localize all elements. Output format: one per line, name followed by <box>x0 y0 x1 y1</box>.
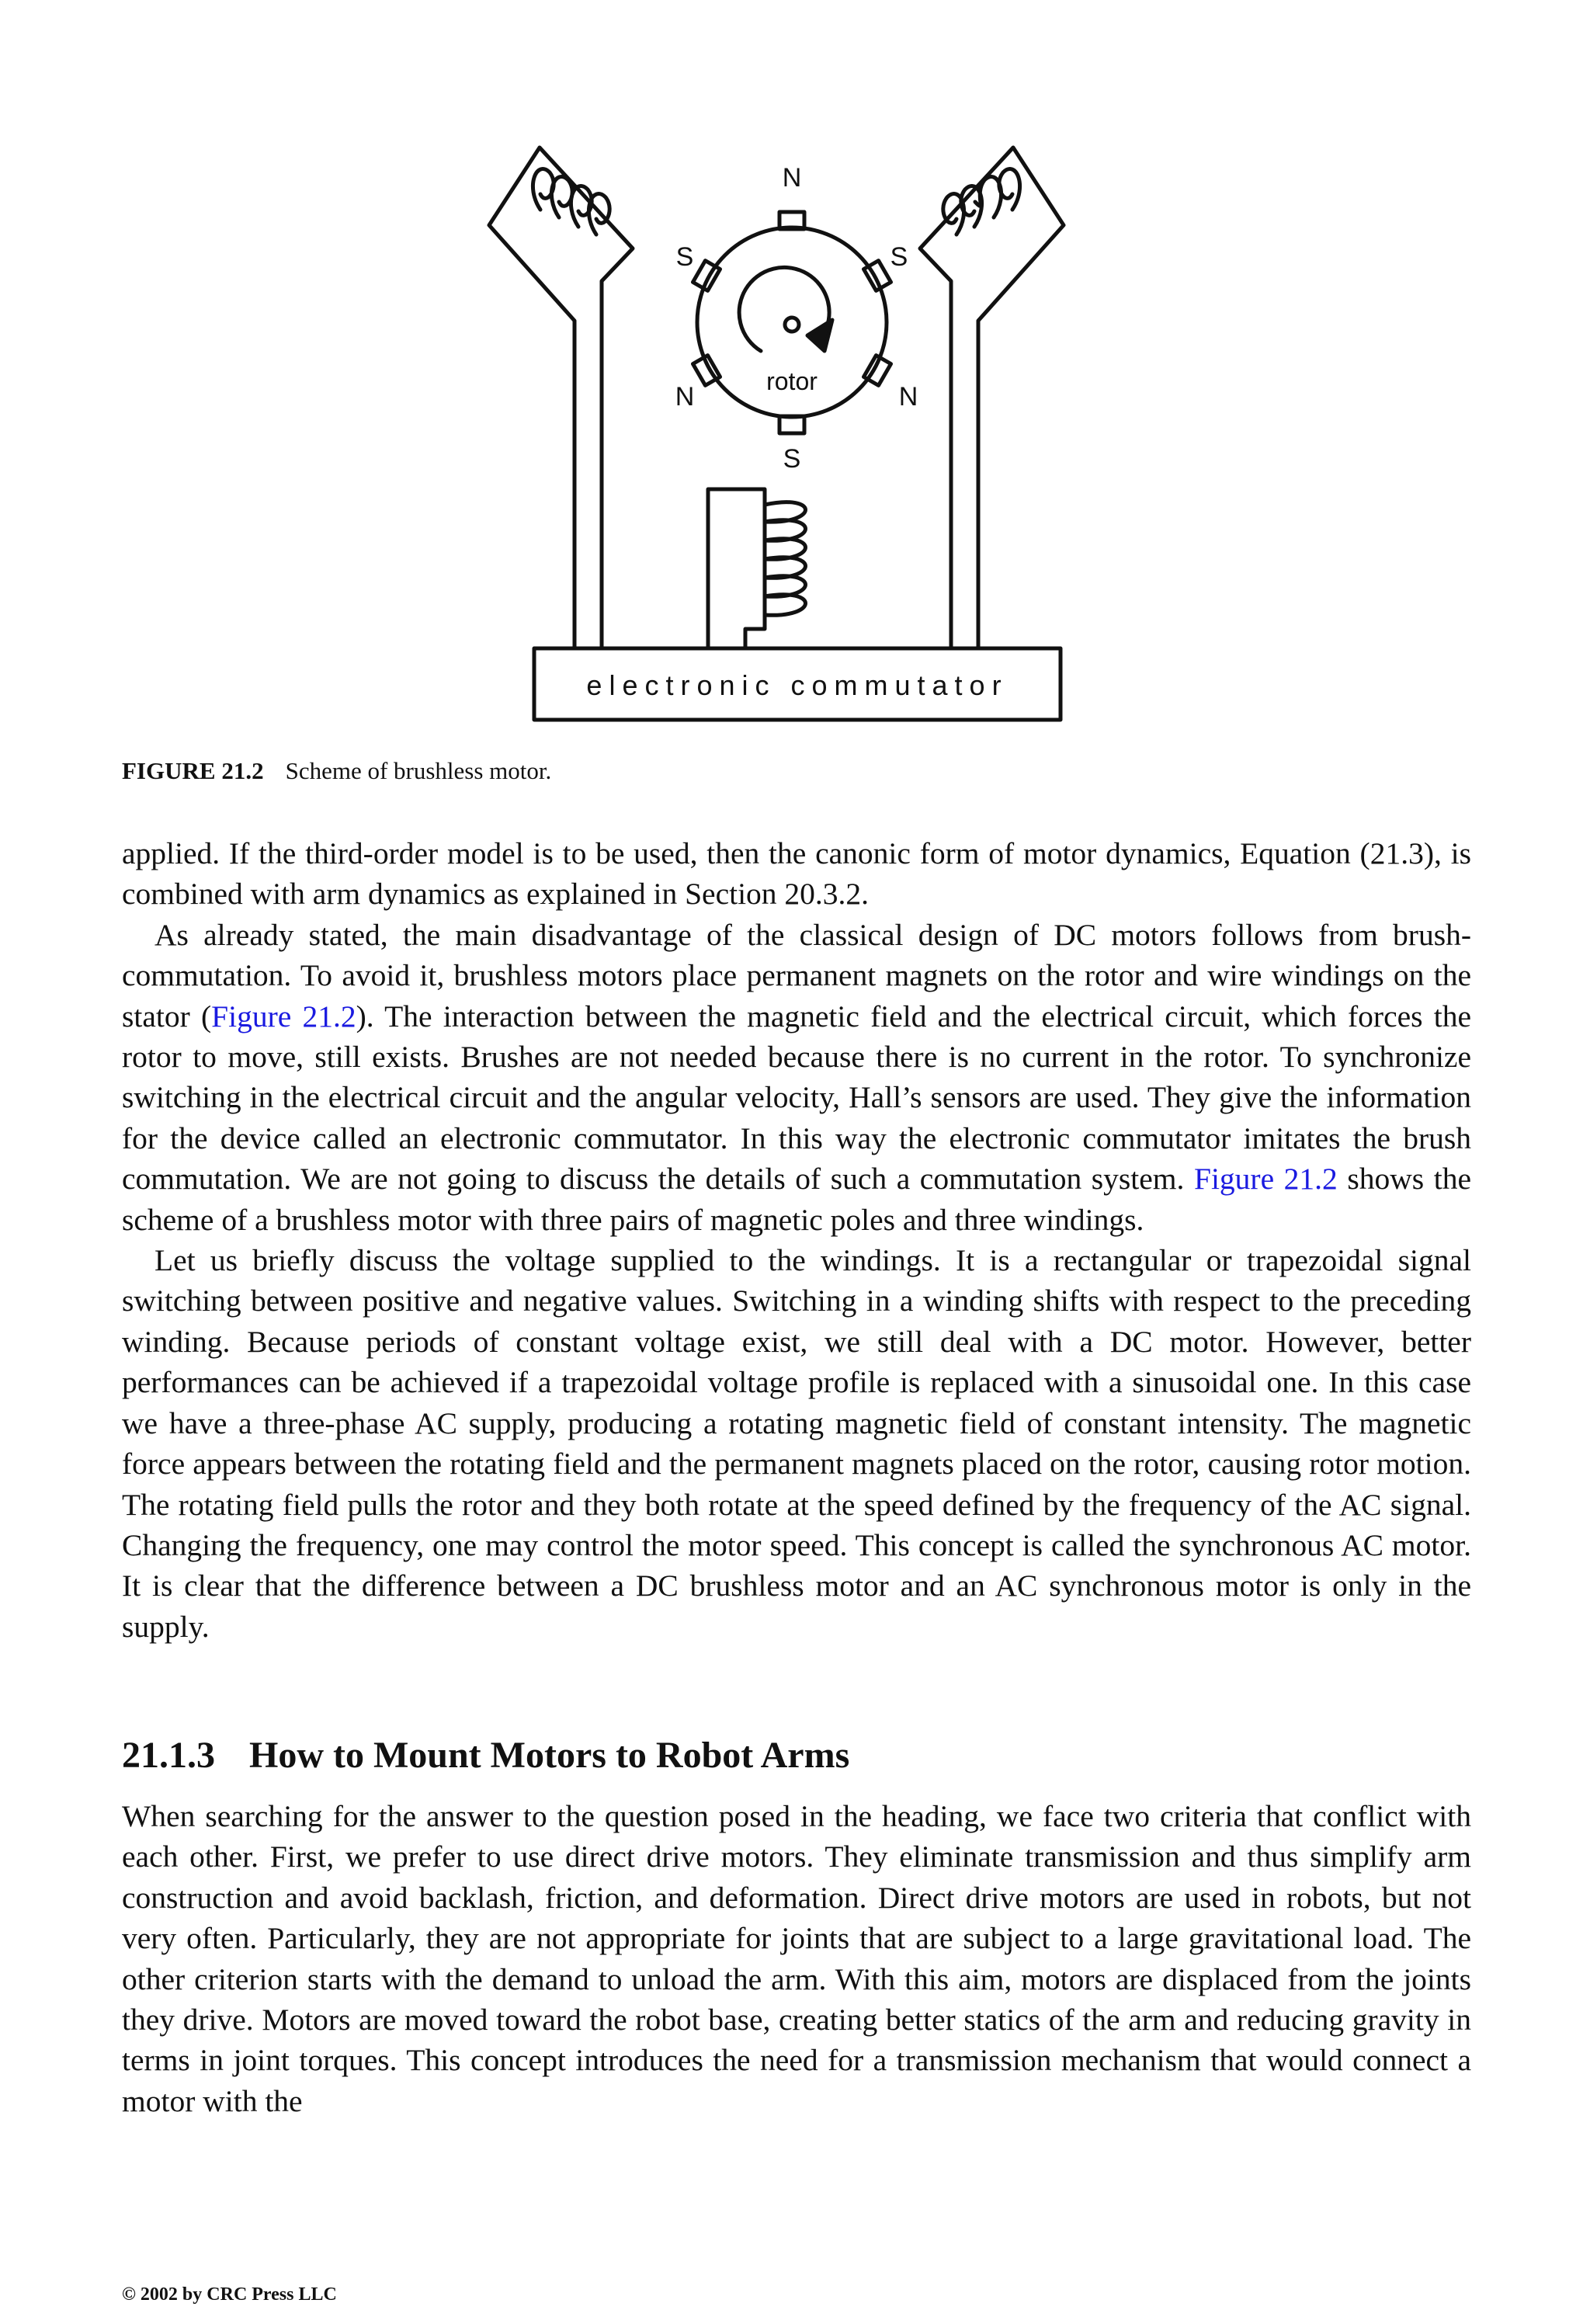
section-heading <box>122 1734 849 1777</box>
pole-label-lower-left: N <box>675 382 695 412</box>
pole-upper-left <box>693 261 720 291</box>
pole-label-top: N <box>782 163 802 193</box>
pole-upper-right <box>863 261 890 291</box>
pole-label-upper-right: S <box>890 242 908 272</box>
pole-label-lower-right: N <box>898 382 918 412</box>
right-winding-arm <box>920 148 1064 648</box>
figure-number: FIGURE 21.2 <box>122 757 264 784</box>
brushless-motor-diagram <box>466 132 1087 738</box>
section-number: 21.1.3 <box>122 1735 215 1776</box>
brushless-motor-figure <box>466 132 1087 738</box>
left-coil-icon <box>533 169 609 234</box>
body-text-block <box>122 833 1471 1647</box>
copyright-footer: © 2002 by CRC Press LLC <box>122 2284 337 2305</box>
figure-link[interactable]: Figure 21.2 <box>1193 1162 1338 1197</box>
rotor-axle <box>785 318 799 332</box>
pole-label-bottom: S <box>783 444 801 474</box>
center-winding-arm <box>708 489 765 648</box>
paragraph: As already stated, the main disadvantage of the classical design of DC motors follows from brush-commutation. To avoid it, brushless motors place permanent magnets on the rotor and wire windings on the stator (Figure 21.2). The interaction between the magnetic field and the electrical circuit, which forces the rotor to move, still exists. Brushes are not needed because there is no current in the rotor. To synchronize switching in the electrical circuit and the angular velocity, Hall’s sensors are used. They give the information for the device called an electronic commutator. In this way the electronic commutator imitates the brush commutation. We are not going to discuss the details of such a commutation system. Figure 21.2 shows the scheme of a brushless motor with three pairs of magnetic poles and three windings. <box>122 917 1471 1237</box>
paragraph: When searching for the answer to the question posed in the heading, we face two criteria that conflict with each other. First, we prefer to use direct drive motors. They eliminate transmission and thus simplify arm construction and avoid backlash, friction, and deformation. Direct drive motors are used in robots, but not very often. Particularly, they are not appropriate for joints that are subject to a large gravitational load. The other criterion starts with the demand to unload the arm. With this aim, motors are displaced from the joints they drive. Motors are moved toward the robot base, creating better statics of the arm and reducing gravity in terms in joint torques. This concept introduces the need for a transmission mechanism that would connect a motor with the <box>122 1799 1471 2118</box>
figure-link[interactable]: Figure 21.2 <box>211 999 356 1033</box>
center-coil-icon <box>765 502 806 616</box>
commutator-label: electronic commutator <box>586 669 1009 701</box>
paragraph: applied. If the third-order model is to be used, then the canonic form of motor dynamics, Equation (21.3), is combined with arm dynamics as explained in Section 20.3.2. <box>122 836 1471 912</box>
section-title: How to Mount Motors to Robot Arms <box>249 1735 850 1776</box>
pole-label-upper-left: S <box>675 242 694 272</box>
left-winding-arm <box>489 148 633 648</box>
figure-caption-text: Scheme of brushless motor. <box>285 757 552 784</box>
body-text-block <box>122 1796 1471 2121</box>
right-coil-icon <box>943 169 1020 234</box>
figure-caption <box>122 757 551 785</box>
rotor-label: rotor <box>766 367 818 395</box>
paragraph: Let us briefly discuss the voltage supplied to the windings. It is a rectangular or trapezoidal signal switching between positive and negative values. Switching in a winding shifts with respect to the preceding winding. Because periods of constant voltage exist, we still deal with a DC motor. However, better performances can be achieved if a trapezoidal voltage profile is replaced with a sinusoidal one. In this case we have a three-phase AC supply, producing a rotating magnetic field of constant intensity. The magnetic force appears between the rotating field and the permanent magnets placed on the rotor, causing rotor motion. The rotating field pulls the rotor and they both rotate at the speed defined by the frequency of the AC signal. Changing the frequency, one may control the motor speed. This concept is called the synchronous AC motor. It is clear that the difference between a DC brushless motor and an AC synchronous motor is only in the supply. <box>122 1243 1471 1644</box>
